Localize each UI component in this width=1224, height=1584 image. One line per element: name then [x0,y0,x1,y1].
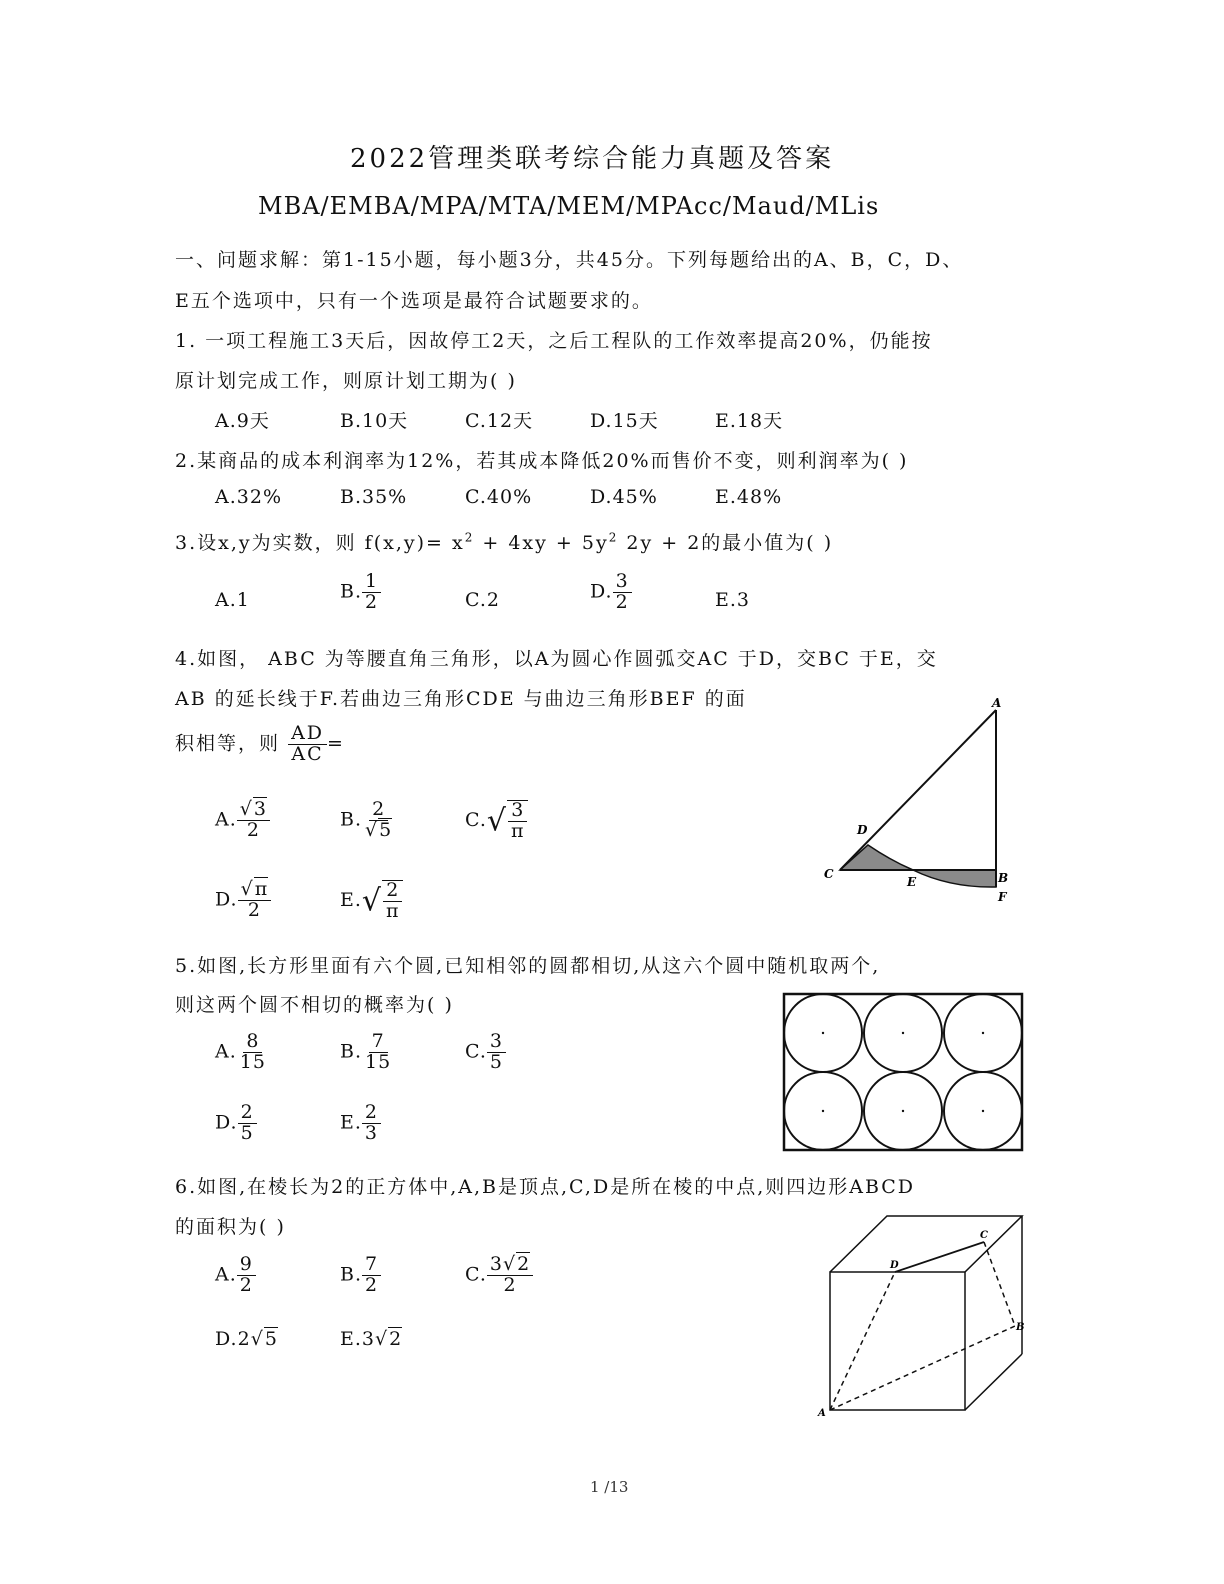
q4-option-b-fraction [362,800,395,841]
q3-line-1 [175,528,833,555]
q6-option-d [215,1328,278,1350]
numerator: 3 [508,801,527,822]
denominator: 2 [247,898,261,921]
q2-option-c: C.40% [465,486,533,508]
q4-option-b [340,800,395,841]
label-c: C [824,867,834,881]
q4-line-3-prefix: 积相等，则 [175,732,281,755]
q2-option-d: D.45% [590,486,658,508]
label-c: C [980,1230,988,1241]
circle-center-4 [822,1110,824,1112]
hypotenuse-ac [840,710,996,870]
label-f: F [998,890,1007,904]
denominator: AC [291,742,324,765]
sqrt-icon: √ [250,1328,264,1350]
q5-option-c [465,1032,506,1073]
q3-exponent-1: 2 [464,530,475,545]
q6-option-c-label: C. [465,1263,487,1286]
radicand: 2 [389,1328,403,1350]
radicand: 2 [517,1253,531,1275]
radicand: 5 [379,818,393,841]
label-d: D [890,1260,899,1271]
q6-line-1: 6.如图,在棱长为2的正方体中,A,B是顶点,C,D是所在棱的中点,则四边形ABCD [175,1176,916,1198]
doc-title: 2022管理类联考综合能力真题及答案 [350,144,835,174]
numerator [237,800,270,821]
section-header-line-1: 一、问题求解：第1-15小题，每小题3分，共45分。下列每题给出的A、B，C，D、 [175,249,964,271]
circle-center-2 [902,1032,904,1034]
cube-front-face [830,1272,965,1410]
q3-option-a: A.1 [215,589,250,611]
q5-option-a-fraction [237,1032,269,1073]
q6-option-c [465,1255,533,1296]
q1-line-1: 1. 一项工程施工3天后，因故停工2天，之后工程队的工作效率提高20%，仍能按 [175,330,933,352]
label-a: A [818,1408,826,1419]
circle-center-3 [982,1032,984,1034]
edge-cb-hidden [984,1242,1015,1326]
q6-option-a [215,1255,256,1296]
numerator: 3 [613,572,632,593]
sqrt-icon: √ [361,883,383,919]
q4-option-a-label: A. [215,808,237,831]
q5-option-a-label: A. [215,1040,237,1063]
q3-text-mid2: 2y + 2的最小值为( ) [618,532,834,554]
coefficient: 3 [489,1253,503,1275]
numerator: 7 [369,1032,388,1053]
q4-option-a [215,800,270,841]
q4-option-e-fraction [382,880,403,922]
denominator: 2 [503,1273,517,1296]
radicand: 5 [264,1328,278,1350]
denominator: 15 [239,1050,266,1073]
q4-option-a-fraction [237,800,270,841]
q5-option-b-label: B. [340,1040,363,1063]
q5-option-d [215,1103,257,1144]
q4-option-b-label: B. [340,808,363,831]
coefficient: 3 [361,1328,376,1350]
cube-bottom-right-edge [965,1354,1022,1410]
q6-option-b-fraction [362,1255,381,1296]
shaded-region-bef [913,870,996,887]
q4-option-e-label: E. [340,888,362,911]
q1-line-2: 原计划完成工作，则原计划工期为( ) [175,370,517,392]
numerator [238,880,272,901]
numerator: 7 [362,1255,381,1276]
label-a: A [992,696,1002,710]
q5-option-e-label: E. [340,1111,362,1134]
q4-option-c-label: C. [465,808,487,831]
q4-option-d-fraction [238,880,272,921]
q3-option-d [590,572,632,613]
q2-option-e: E.48% [715,486,783,508]
denominator: 3 [364,1121,379,1144]
q2-line-1: 2.某商品的成本利润率为12%，若其成本降低20%而售价不变，则利润率为( ) [175,450,909,472]
numerator: 8 [243,1032,262,1053]
denominator: 15 [365,1050,392,1073]
q5-option-e [340,1103,381,1144]
q5-six-circles-figure [780,990,1028,1154]
q4-option-c-fraction [507,800,528,842]
sqrt-icon: √ [365,818,379,841]
edge-ab-hidden [830,1326,1015,1410]
q6-option-c-fraction [487,1255,533,1296]
q5-line-1: 5.如图,长方形里面有六个圆,已知相邻的圆都相切,从这六个圆中随机取两个, [175,955,881,977]
doc-subtitle: MBA/EMBA/MPA/MTA/MEM/MPAcc/Maud/MLis [258,192,880,220]
circle-center-1 [822,1032,824,1034]
q5-option-b-fraction [362,1032,394,1073]
denominator: 2 [239,1273,253,1296]
q3-option-d-fraction [613,572,632,613]
cube-top-face [830,1216,1022,1272]
q6-option-e-label: E. [340,1328,362,1350]
numerator [487,1255,533,1276]
sqrt-icon: √ [375,1328,389,1350]
q4-option-d [215,880,271,921]
q6-option-b-label: B. [340,1263,363,1286]
denominator: 2 [246,818,260,841]
q6-line-2: 的面积为( ) [175,1216,286,1238]
q2-option-a: A.32% [215,486,282,508]
denominator: 2 [615,590,629,613]
denominator [362,818,395,841]
numerator: 2 [383,881,402,902]
numerator: 3 [487,1032,506,1053]
q1-option-d: D.15天 [590,410,659,432]
q6-option-a-label: A. [215,1263,237,1286]
q3-option-c: C.2 [465,589,500,611]
denominator: 5 [240,1121,254,1144]
page-number: 1 /13 [590,1478,629,1496]
q3-text-mid1: + 4xy + 5y [474,532,609,554]
denominator: 2 [365,1273,379,1296]
q5-option-d-fraction [238,1103,257,1144]
radicand: π [254,878,269,900]
q5-option-b [340,1032,394,1073]
numerator: 2 [238,1103,257,1124]
q1-option-e: E.18天 [715,410,784,432]
sqrt-icon: √ [503,1253,517,1275]
q5-option-d-label: D. [215,1111,238,1134]
denominator: π [386,899,400,922]
q6-option-d-label: D. [215,1328,238,1350]
q6-cube-figure [810,1210,1034,1420]
numerator: 9 [237,1255,256,1276]
q6-option-a-fraction [237,1255,256,1296]
q3-option-b-fraction [362,572,381,613]
denominator: 2 [365,590,379,613]
q5-option-e-fraction [362,1103,381,1144]
circle-center-5 [902,1110,904,1112]
q4-line-3 [175,724,345,765]
q3-option-d-label: D. [590,580,613,603]
q3-exponent-2: 2 [608,530,619,545]
q4-line-2: AB 的延长线于F.若曲边三角形CDE 与曲边三角形BEF 的面 [175,688,747,710]
q4-option-e [340,880,403,922]
q5-option-a [215,1032,269,1073]
label-d: D [857,823,868,837]
q6-option-b [340,1255,381,1296]
q4-option-d-label: D. [215,888,238,911]
label-e: E [907,875,917,889]
label-b: B [998,871,1009,885]
q3-option-b [340,572,381,613]
denominator: π [511,819,525,842]
q5-option-c-label: C. [465,1040,487,1063]
radicand: 3 [253,798,267,820]
q5-line-2: 则这两个圆不相切的概率为( ) [175,994,454,1016]
edge-ad-hidden [830,1272,895,1410]
numerator: 2 [369,800,388,821]
q3-text-prefix: 3.设x,y为实数，则 f(x,y)= x [175,532,465,554]
numerator: AD [288,724,327,745]
q6-option-e [340,1328,402,1350]
numerator: 1 [362,572,381,593]
q4-line-1: 4.如图， ABC 为等腰直角三角形，以A为圆心作圆弧交AC 于D，交BC 于E，交 [175,648,938,670]
q3-option-e: E.3 [715,589,750,611]
q5-option-c-fraction [487,1032,506,1073]
q2-option-b: B.35% [340,486,408,508]
q4-equals-sign: = [327,732,345,755]
circle-center-6 [982,1110,984,1112]
denominator: 5 [489,1050,503,1073]
label-b: B [1016,1322,1025,1333]
q3-option-b-label: B. [340,580,363,603]
coefficient: 2 [237,1328,251,1350]
sqrt-icon: √ [486,803,508,839]
sqrt-icon: √ [239,798,253,820]
q4-ratio-fraction [288,724,327,765]
q4-option-c [465,800,528,842]
numerator: 2 [362,1103,381,1124]
q1-option-a: A.9天 [215,410,270,432]
q4-triangle-figure [810,690,1030,910]
sqrt-icon: √ [240,878,254,900]
q1-option-c: C.12天 [465,410,534,432]
section-header-line-2: E五个选项中，只有一个选项是最符合试题要求的。 [175,290,653,312]
q1-option-b: B.10天 [340,410,409,432]
